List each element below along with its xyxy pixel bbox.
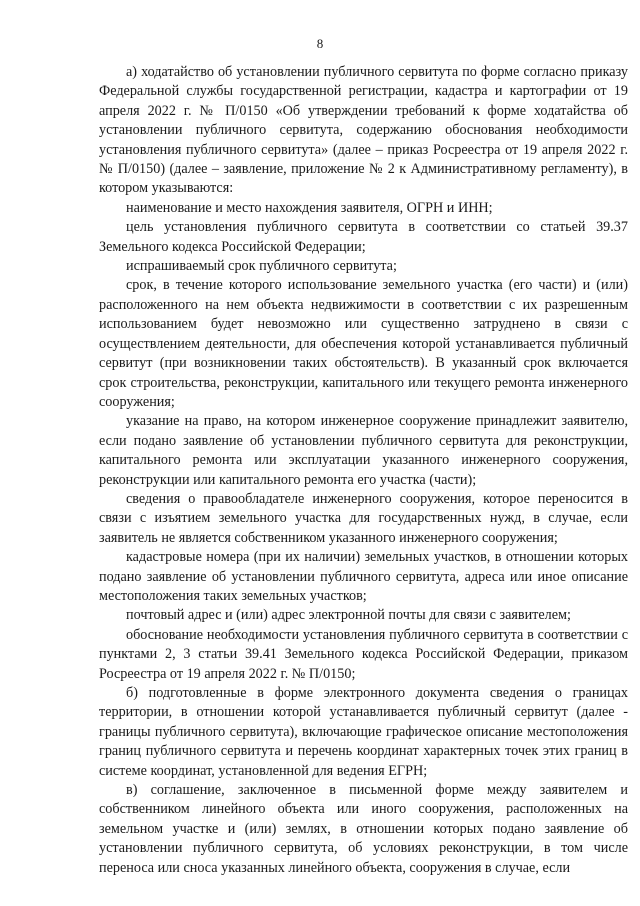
page-number: 8	[316, 36, 324, 51]
paragraph-applicant-name: наименование и место нахождения заявителя, ОГРН и ИНН;	[126, 199, 493, 216]
paragraph-agreement: в) соглашение, заключенное в письменной форме между заявителем и собственником линейного объекта или иного сооружения, расположенных на земельном участке и (или) землях, в отношении которых подано заявление об установлении публичного сервитута, об условиях реконструкции, в том числе переноса или сноса указанных линейного объекта, сооружения в случае, если	[99, 782, 628, 876]
paragraph-usage-term: срок, в течение которого использование земельного участка (его части) и (или) расположенного на нем объекта недвижимости в соответствии с их разрешенным использованием будет невозможно или существенно затруднено в связи с осуществлением деятельности, для обеспечения которой устанавливается публичный сервитут (при возникновении таких обстоятельств). В указанный срок включается срок строительства, реконструкции, капитального или текущего ремонта инженерного сооружения;	[99, 277, 628, 410]
paragraph-ownership-right: указание на право, на котором инженерное сооружение принадлежит заявителю, если подано заявление об установлении публичного сервитута для реконструкции, капитального ремонта или эксплуатации указанного инженерного сооружения, реконструкции или капитального ремонта его участка (части);	[99, 413, 628, 488]
paragraph-owner-info: сведения о правообладателе инженерного сооружения, которое переносится в связи с изъятием земельного участка для государственных нужд, в случае, если заявитель не является собственником указанного инженерного сооружения;	[99, 490, 628, 546]
paragraph-justification: обоснование необходимости установления публичного сервитута в соответствии с пунктами 2, 3 статьи 39.41 Земельного кодекса Российской Федерации, приказом Росреестра от 19 апреля 2022 г. № П/0150;	[99, 626, 628, 682]
paragraph-purpose: цель установления публичного сервитута в соответствии со статьей 39.37 Земельного кодекса Российской Федерации;	[99, 219, 628, 255]
paragraph-petition: а) ходатайство об установлении публичного сервитута по форме согласно приказу Федеральной службы государственной регистрации, кадастра и картографии от 19 апреля 2022 г. № П/0150 «Об утверждении требований к форме ходатайства об установлении публичного сервитута, содержанию обоснования необходимости установления публичного сервитута» (далее – приказ Росреестра от 19 апреля 2022 г. № П/0150) (далее – заявление, приложение № 2 к Административному регламенту), в котором указываются:	[99, 64, 628, 197]
document-body	[99, 63, 628, 878]
paragraph-cadastral-numbers: кадастровые номера (при их наличии) земельных участков, в отношении которых подано заявление об установлении публичного сервитута, адреса или иное описание местоположения таких земельных участков;	[99, 549, 628, 604]
paragraph-requested-term: испрашиваемый срок публичного сервитута;	[126, 258, 397, 275]
paragraph-contact-address: почтовый адрес и (или) адрес электронной почты для связи с заявителем;	[126, 607, 571, 624]
paragraph-boundaries: б) подготовленные в форме электронного документа сведения о границах территории, в отношении которой устанавливается публичный сервитут (далее - границы публичного сервитута), включающие графическое описание местоположения границ публичного сервитута и перечень координат характерных точек этих границ в системе координат, установленной для ведения ЕГРН;	[99, 685, 628, 779]
